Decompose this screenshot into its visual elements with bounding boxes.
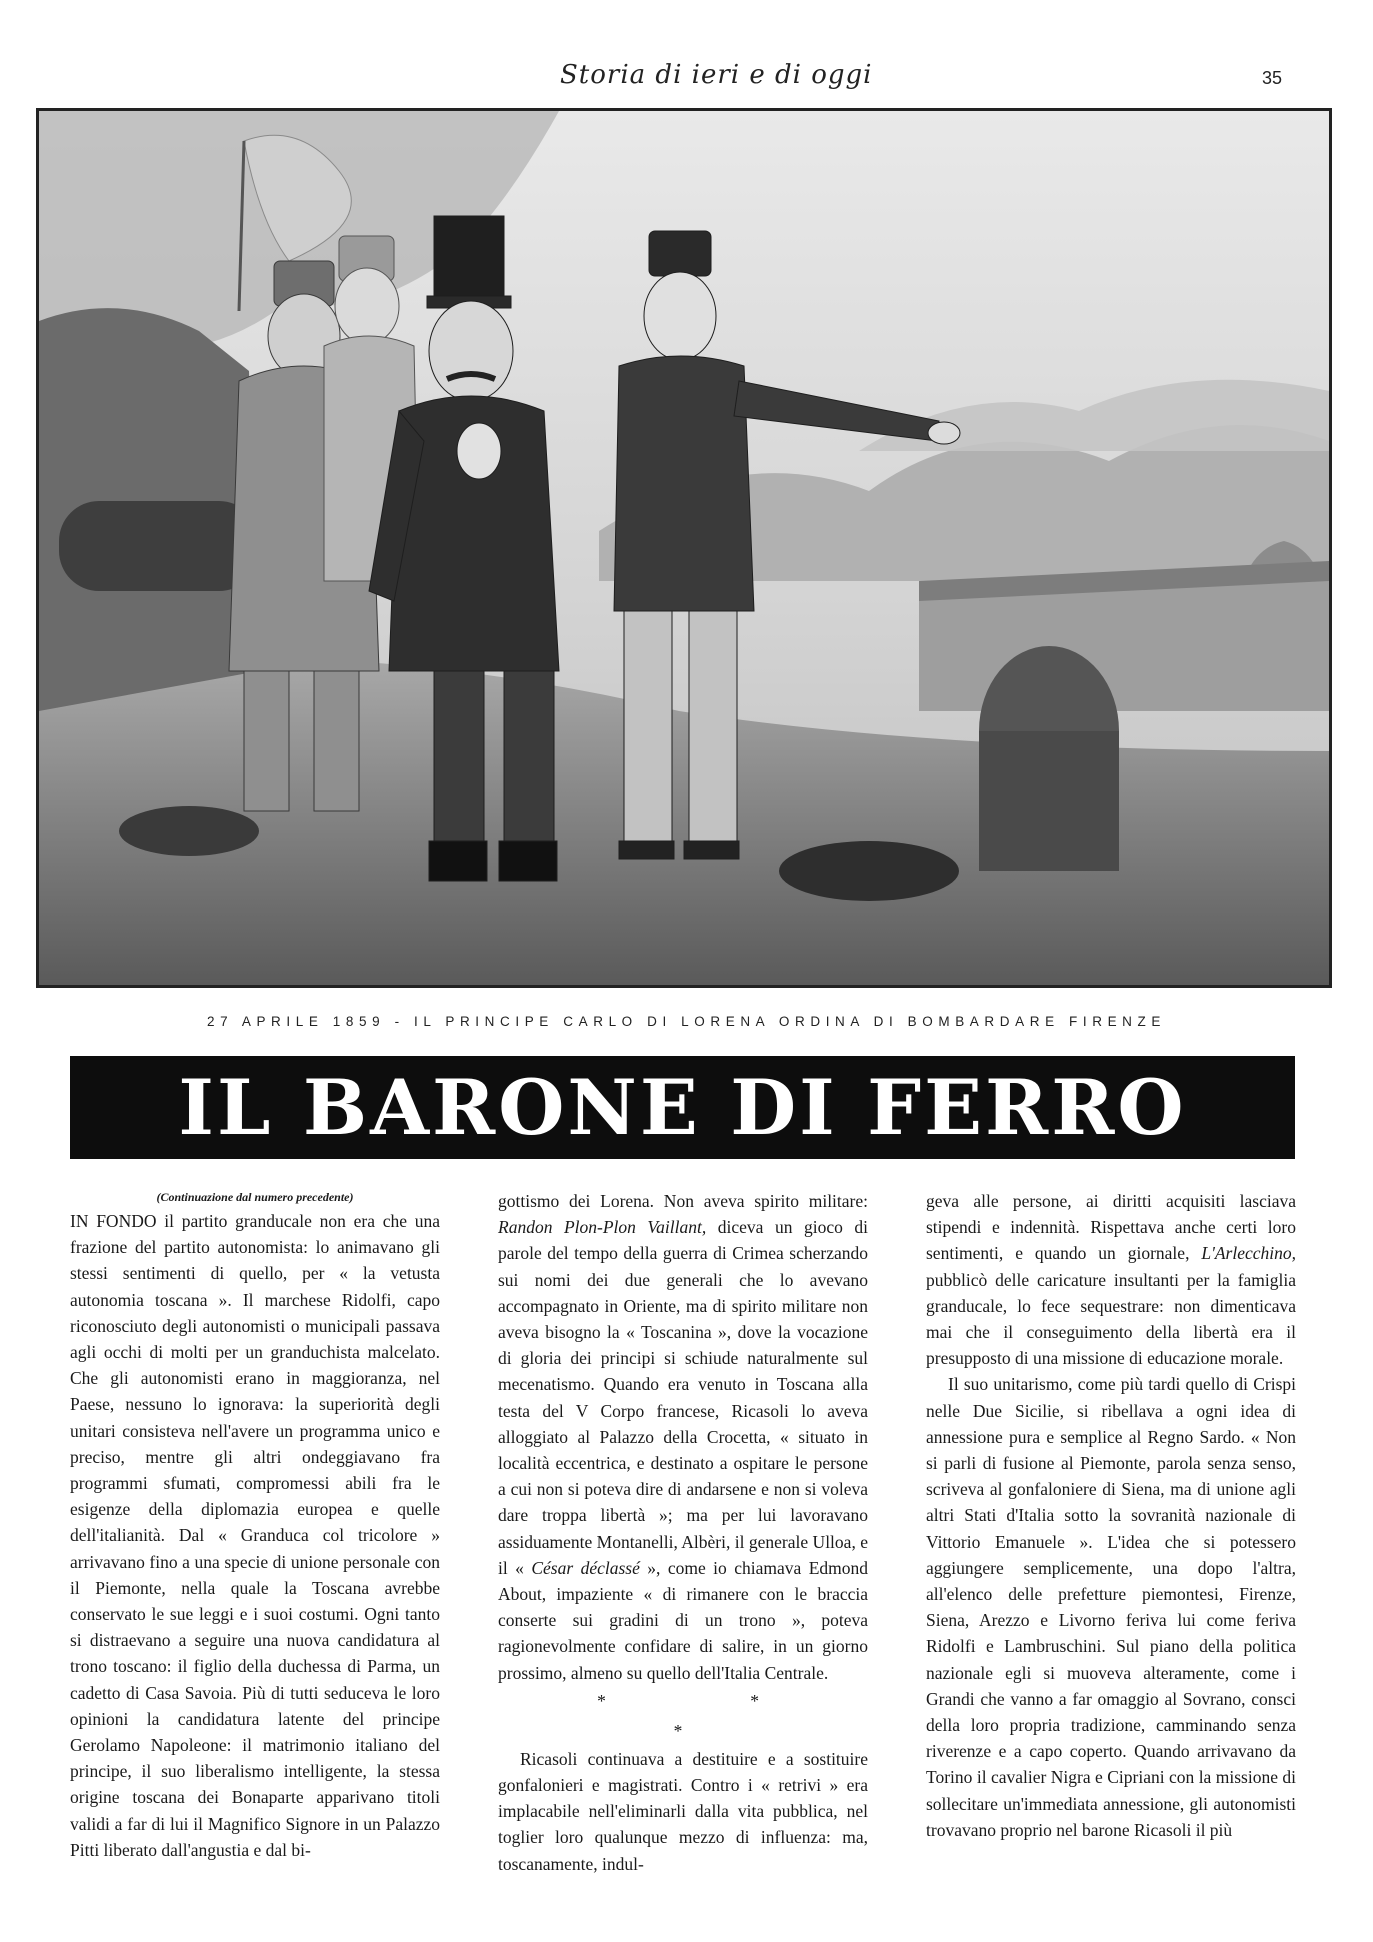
paragraph: Il suo unitarismo, come più tardi quello di Crispi nelle Due Sicilie, si ribellava a ogni idea di annessione pura e semplice al Regno Sardo. « Non si parli di fusione al Piemonte, parola senza senso, scriveva al gonfaloniere di Siena, ma di unione agli altri Stati d'Italia sotto la sovranità nazionale di Vittorio Emanuele ». L'idea che si potessero aggiungere semplicemente, una dopo l'altra, all'elenco delle prefetture piemontesi, Firenze, Siena, Arezzo e Livorno feriva lui come feriva Ridolfi e Lambruschini. Sul piano della politica nazionale egli si muoveva alteramente, come i Grandi che vanno a far omaggio al Sovrano, consci della loro propria tradizione, camminando senza riverenze e a capo coperto. Quando arrivavano da Torino il cavalier Nigra e Cipriani con la missione di sollecitare un'immediata annessione, gli autonomisti trovavano proprio nel barone Ricasoli il più	[926, 1374, 1296, 1840]
paragraph: gottismo dei Lorena. Non aveva spirito militare: Randon Plon-Plon Vaillant, diceva un gioco di parole del tempo della guerra di Crimea scherzando sui nomi dei due generali che lo avevano accompagnato in Oriente, ma di spirito militare non aveva bisogno la « Toscanina », dove la vocazione di gloria dei principi si schiude naturalmente sul mecenatismo. Quando era venuto in Toscana alla testa del V Corpo francese, Ricasoli lo aveva alloggiato al Palazzo della Crocetta, « situato in località eccentrica, e destinato a ospitare le persone a cui non si poteva dire di andarsene e non si voleva dare troppa libertà »; ma per lui lavoravano assiduamente Montanelli, Albèri, il generale Ulloa, e il « César déclassé », come io chiamava Edmond About, impaziente « di rimanere con le braccia conserte sui gradini di un trono », poteva ragionevolmente confidare di salire, in un giorno prossimo, almeno su quello dell'Italia Centrale.	[498, 1191, 868, 1683]
paragraph: geva alle persone, ai diritti acquisiti lasciava stipendi e indennità. Rispettava anche certi loro sentimenti, e quando un giornale, L'Arlecchino, pubblicò delle caricature insultanti per la famiglia granducale, lo fece sequestrare: non dimenticava mai che il conseguimento della libertà era il presupposto di una missione di educazione morale.	[926, 1191, 1296, 1369]
city-wall	[919, 581, 1329, 711]
cannonballs	[119, 806, 259, 856]
illustration-caption: 27 APRILE 1859 - IL PRINCIPE CARLO DI LORENA ORDINA DI BOMBARDARE FIRENZE	[207, 1014, 1166, 1029]
column-1	[70, 1188, 440, 1863]
continuation-note: (Continuazione dal numero precedente)	[156, 1190, 354, 1204]
paragraph: IN FONDO il partito granducale non era che una frazione del partito autonomista: lo animavano gli stessi sentimenti di quello, per « la vetusta autonomia toscana ». Il marchese Ridolfi, capo riconosciuto degli autonomisti o municipali passava agli occhi di molti per un granduchista malcelato. Che gli autonomisti erano in maggioranza, nel Paese, nessuno lo ignorava: la superiorità degli unitari consisteva nell'avere un programma unico e preciso, mentre gli altri ondeggiavano fra programmi sfumati, compromessi abili fra le esigenze della diplomazia europea e quelle dell'italianità. Dal « Granduca col tricolore » arrivavano fino a una specie di unione personale con il Piemonte, nella quale la Toscana avrebbe conservato le sue leggi e i suoi costumi. Ogni tanto si distraevano a seguire una nuova candidatura al trono toscano: il figlio della duchessa di Parma, un cadetto di Casa Savoia. Più di tutti seduceva le loro opinioni la candidatura latente del principe Gerolamo Napoleone: il matrimonio italiano del principe, il suo liberalismo intelligente, la stessa origine toscana dei Bonaparte apparivano titoli validi a far di lui il Magnifico Signore in un Palazzo Pitti liberato dall'angustia e dal bi-	[70, 1211, 440, 1860]
running-title: Storia di ieri e di oggi	[560, 60, 873, 90]
article-body	[70, 1188, 1295, 1908]
section-break: * * *	[597, 1690, 829, 1741]
lithograph-illustration	[36, 108, 1332, 988]
column-3	[926, 1188, 1296, 1843]
cannon	[59, 501, 259, 591]
running-head	[0, 58, 1373, 98]
article-title: IL BARONE DI FERRO	[178, 1063, 1187, 1152]
illustration-drawing	[39, 111, 1329, 985]
title-band	[70, 1056, 1295, 1159]
column-2	[498, 1188, 868, 1877]
paragraph: Ricasoli continuava a destituire e a sostituire gonfalonieri e magistrati. Contro i « retrivi » era implacabile nell'eliminarli dalla vita pubblica, nel toglier loro qualunque mezzo di influenza: ma, toscanamente, indul-	[498, 1748, 868, 1874]
page-number: 35	[1262, 68, 1283, 88]
